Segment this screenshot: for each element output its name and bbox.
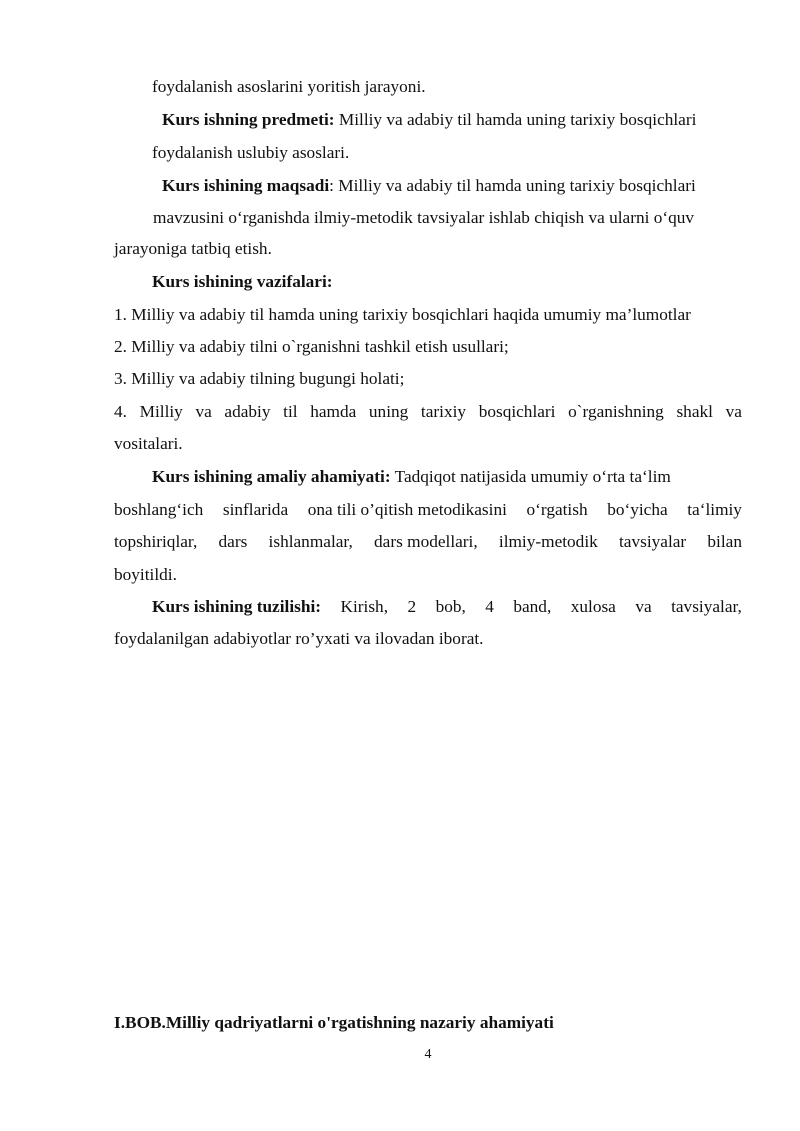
- list-item: 3. Milliy va adabiy tilning bugungi holati;: [114, 369, 405, 388]
- word: 4.: [114, 402, 127, 421]
- tuzilishi-label: Kurs ishining tuzilishi:: [152, 597, 322, 616]
- word: 4: [485, 597, 494, 616]
- maqsadi-line: [162, 175, 696, 197]
- word: bo‘yicha: [607, 500, 668, 519]
- text-line: vositalari.: [114, 434, 183, 453]
- text-line: jarayoniga tatbiq etish.: [114, 239, 272, 258]
- chapter-heading: I.BOB.Milliy qadriyatlarni o'rgatishning nazariy ahamiyati: [114, 1013, 554, 1032]
- predmeti-text: Milliy va adabiy til hamda uning tarixiy bosqichlari: [334, 110, 697, 129]
- word: xulosa: [570, 597, 616, 616]
- text-line: mavzusini o‘rganishda ilmiy-metodik tavsiyalar ishlab chiqish va ularni o‘quv: [153, 208, 695, 227]
- text-line: [114, 531, 742, 553]
- word: o`rganishning: [568, 402, 664, 421]
- amaliy-label: Kurs ishining amaliy ahamiyati:: [152, 467, 391, 486]
- word: dars: [218, 532, 248, 551]
- tuzilishi-line: [152, 596, 742, 618]
- word: 2: [407, 597, 417, 616]
- word: hamda: [310, 402, 357, 421]
- word: tarixiy: [420, 402, 467, 421]
- maqsadi-label: Kurs ishining maqsadi: [162, 176, 330, 195]
- word: sinflarida: [222, 500, 289, 519]
- predmeti-label: Kurs ishning predmeti:: [162, 110, 335, 129]
- word: Kirish,: [340, 597, 389, 616]
- word: tavsiyalar: [619, 532, 687, 551]
- maqsadi-text: : Milliy va adabiy til hamda uning tarixiy bosqichlari: [329, 176, 696, 195]
- word: va: [195, 402, 212, 421]
- text-line: boyitildi.: [114, 565, 177, 584]
- word: va: [725, 402, 742, 421]
- word: boshlang‘ich: [114, 500, 204, 519]
- text-line: foydalanish uslubiy asoslari.: [152, 143, 350, 162]
- word: band,: [513, 597, 552, 616]
- word: uning: [368, 402, 409, 421]
- word: ta‘limiy: [687, 500, 742, 519]
- list-item: 1. Milliy va adabiy til hamda uning tarixiy bosqichlari haqida umumiy ma’lumotlar: [114, 305, 691, 324]
- word: topshiriqlar,: [114, 532, 198, 551]
- vazifalari-label: Kurs ishining vazifalari:: [152, 272, 333, 291]
- amaliy-text: Tadqiqot natijasida umumiy o‘rta ta‘lim: [390, 467, 671, 486]
- word: ona tili o’qitish metodikasini: [307, 500, 507, 519]
- vazifalari-heading: [152, 271, 333, 293]
- word: til: [283, 402, 298, 421]
- text-line: foydalanilgan adabiyotlar ro’yxati va ilovadan iborat.: [114, 629, 484, 648]
- word: bilan: [707, 532, 742, 551]
- list-item: 2. Milliy va adabiy tilni o`rganishni tashkil etish usullari;: [114, 337, 509, 356]
- word: ishlanmalar,: [268, 532, 353, 551]
- word: dars modellari,: [374, 532, 478, 551]
- word: bob,: [435, 597, 466, 616]
- word: o‘rgatish: [526, 500, 588, 519]
- word: tavsiyalar,: [671, 597, 742, 616]
- word: va: [635, 597, 652, 616]
- page-number: 4: [424, 1047, 432, 1062]
- amaliy-line: [152, 466, 671, 488]
- word: bosqichlari: [478, 402, 556, 421]
- text-line: foydalanish asoslarini yoritish jarayoni.: [152, 77, 426, 96]
- predmeti-line: [162, 109, 696, 131]
- word: adabiy: [224, 402, 271, 421]
- word: ilmiy-metodik: [498, 532, 598, 551]
- list-item: [114, 401, 742, 423]
- word: Milliy: [139, 402, 183, 421]
- word: shakl: [676, 402, 713, 421]
- text-line: [114, 499, 742, 521]
